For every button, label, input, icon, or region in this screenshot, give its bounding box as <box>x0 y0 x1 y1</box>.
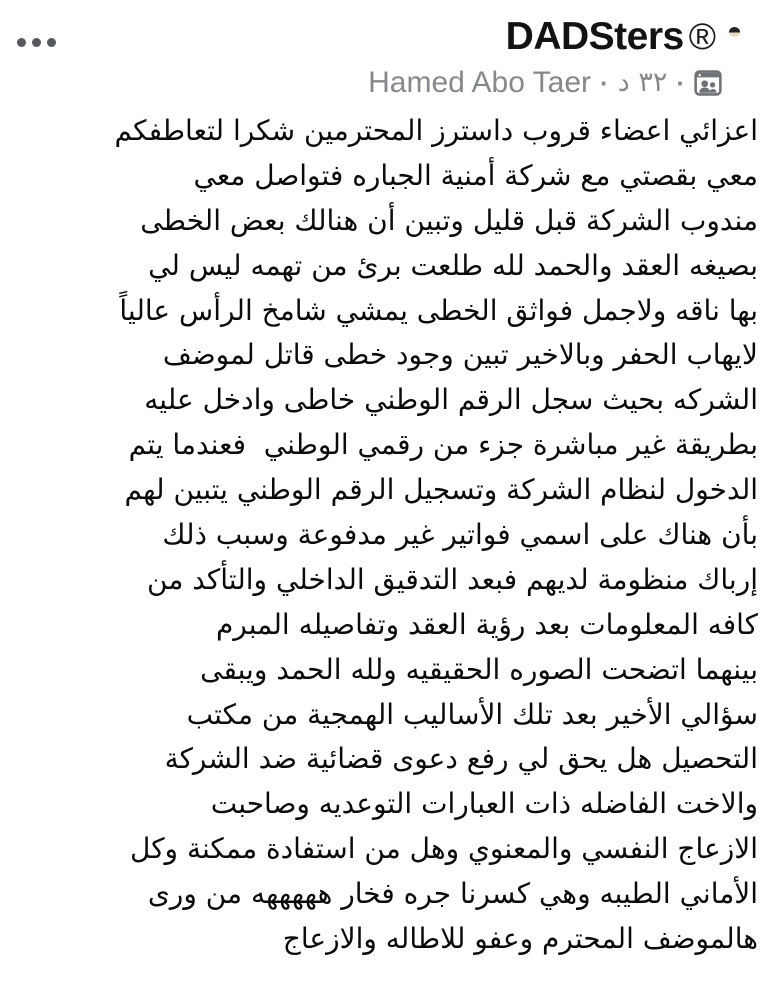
byline-separator: · <box>600 68 609 98</box>
byline-separator: · <box>676 68 685 98</box>
post-text-line: الشركه بحيث سجل الرقم الوطني خاطى وادخل عليه <box>144 383 758 417</box>
post-byline <box>0 66 768 100</box>
post-text <box>0 109 768 962</box>
post-text-line: بأن هناك على اسمي فواتير غير مدفوعة وسبب ذلك <box>162 518 758 552</box>
post-text-line: كافه المعلومات بعد رؤية العقد وتفاصيله المبرم <box>215 607 758 641</box>
group-photo-icon <box>694 69 722 97</box>
registered-trademark-symbol: ® <box>688 16 716 57</box>
post-author-name[interactable]: Hamed Abo Taer <box>368 66 592 99</box>
post-text-line: بها ناقه ولاجمل فواثق الخطى يمشي شامخ الرأس عالياً <box>119 293 758 327</box>
post-text-line: بينهما اتضحت الصوره الحقيقيه ولله الحمد ويبقى <box>200 652 758 686</box>
post-timestamp: ٣٢ د <box>617 67 668 98</box>
post-text-line: الازعاج النفسي والمعنوي وهل من استفادة ممكنة وكل <box>130 832 758 866</box>
post-text-line: إرباك منظومة لديهم فبعد التدقيق الداخلي والتأكد من <box>147 562 758 596</box>
group-header <box>0 14 768 60</box>
post-text-line: لايهاب الحفر وبالاخير تبين وجود خطى قاتل لموضف <box>162 338 758 372</box>
post-text-line: هالموضف المحترم وعفو للاطاله والازعاج <box>282 922 758 956</box>
post-text-line: بصيغه العقد والحمد لله طلعت برئ من تهمه ليس لي <box>148 248 758 282</box>
post-text-line: معي بقصتي مع شركة أمنية الجباره فتواصل معي <box>193 158 758 192</box>
post-text-line: مندوب الشركة قبل قليل وتبين أن هنالك بعض الخطى <box>140 203 758 237</box>
post-text-line: سؤالي الأخير بعد تلك الأساليب الهمجية من مكتب <box>186 697 758 731</box>
group-title[interactable]: DADSters <box>505 15 684 58</box>
post-text-line: الأماني الطيبه وهي كسرنا جره فخار هههههه من ورى <box>147 877 758 911</box>
post-text-line: والاخت الفاضله ذات العبارات التوعديه وصاحبت <box>210 787 758 821</box>
post-text-line: بطريقة غير مباشرة جزء من رقمي الوطني فعندما يتم <box>128 428 758 462</box>
post-text-line: التحصيل هل يحق لي رفع دعوى قضائية ضد الشركة <box>164 742 758 776</box>
tiny-avatar-emoji-icon <box>729 27 740 37</box>
post-text-line: الدخول لنظام الشركة وتسجيل الرقم الوطني يتبين لهم <box>124 473 758 507</box>
post-text-line: اعزائي اعضاء قروب داسترز المحترمين شكرا لتعاطفكم <box>114 114 758 147</box>
